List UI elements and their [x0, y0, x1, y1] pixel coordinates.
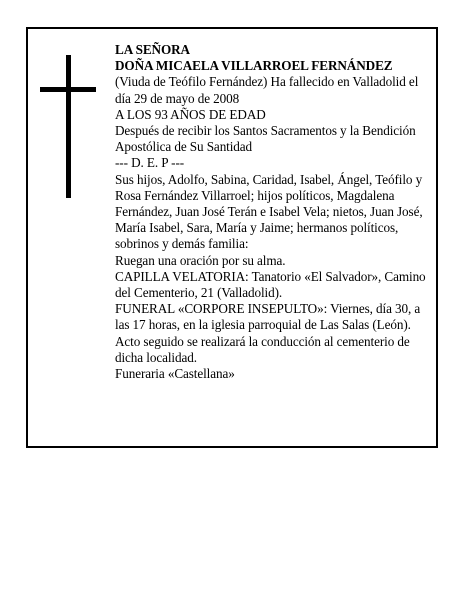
obituary-text [115, 42, 437, 382]
cross-icon [40, 55, 96, 198]
death-announcement: (Viuda de Teófilo Fernández) Ha fallecido en Valladolid el día 29 de mayo de 2008 [115, 74, 419, 106]
sacraments-line: Después de recibir los Santos Sacramentos y la Bendición Apostólica de Su Santidad [115, 123, 416, 155]
cross-horizontal-bar [40, 87, 96, 92]
rip-line: --- D. E. P --- [115, 155, 185, 171]
age-line: A LOS 93 AÑOS DE EDAD [115, 106, 266, 122]
deceased-name: DOÑA MICAELA VILLARROEL FERNÁNDEZ [115, 58, 393, 74]
prayer-request: Ruegan una oración por su alma. [115, 252, 286, 268]
obituary-notice [26, 27, 438, 448]
funeral-info: FUNERAL «CORPORE INSEPULTO»: Viernes, día 30, a las 17 horas, en la iglesia parroquial de Las Salas (León). Acto seguido se realizará la conducción al cementerio de dicha localidad. [115, 301, 421, 365]
family-list: Sus hijos, Adolfo, Sabina, Caridad, Isabel, Ángel, Teófilo y Rosa Fernández Villarroel; hijos políticos, Magdalena Fernández, Juan José Terán e Isabel Vela; nietos, Juan José, María Isabel, Sara, María y Jaime; hermanos políticos, sobrinos y demás familia: [115, 171, 423, 252]
funeral-home: Funeraria «Castellana» [115, 366, 235, 382]
chapel-info: CAPILLA VELATORIA: Tanatorio «El Salvador», Camino del Cementerio, 21 (Valladolid). [115, 268, 426, 301]
honorific: LA SEÑORA [115, 42, 190, 57]
cross-vertical-bar [66, 55, 71, 198]
